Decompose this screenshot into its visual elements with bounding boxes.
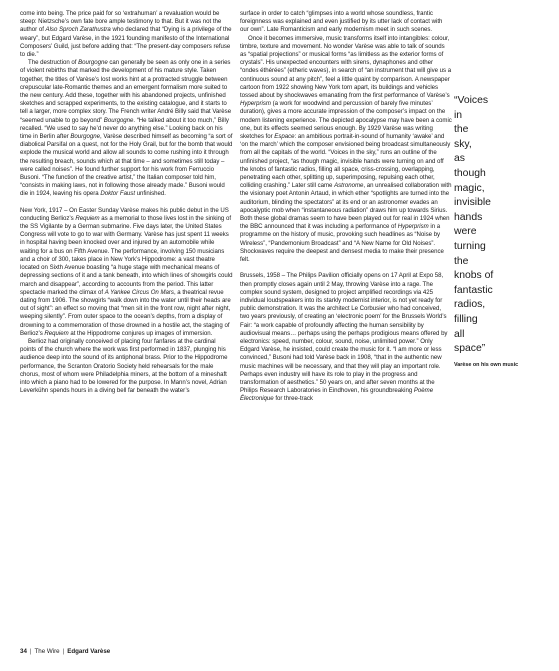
- article-column-left: [20, 10, 233, 395]
- text-run: , Varèse described himself as becoming “a sort of diabolical Parsifal on a quest, not for the Holy Grail, but for the bomb that would explode the musical world and allow all sounds to come rushing into it through the resulting breach, sounds which at that time – and sometimes still today – were called noises”. He found further support for his work from Ferruccio Busoni. “The function of the creative artist,” the Italian composer told him, “consists in making laws, not in following those already made.” Busoni would die in 1924, leaving his opera: [20, 133, 233, 198]
- text-run: (a work for woodwind and percussion of barely five minutes’ duration), gives a more accurate impression of the composer’s impact on the modern listening experience. The depicted apocalypse may have been a comic one, but its effects seemed serious enough. By 1929 Varèse was writing sketches for: [240, 100, 452, 141]
- text-run: for three-track: [273, 395, 313, 403]
- body-paragraph: [20, 338, 233, 395]
- page-footer: [20, 648, 110, 656]
- body-paragraph: [240, 272, 452, 403]
- text-run: , an unrealised collaboration with the visionary poet Antonin Artaud, in which ether “spotlights are turned into the auditorium, blinding the spectators” at its end or an astronomer evades an apocalyptic mob when “instantaneous radiation” draws him up towards Sirius. Both these global dramas seem to have been played out for real in 1924 when the BBC announced that it was including a performance of: [240, 182, 452, 231]
- text-run: in a programme on the history of music, provoking such headlines as “Noise by Wireless”, “Pandemonium Broadcast” and “A New Name for Old Noises”. Shockwaves require the deepest and densest media to make their presence felt.: [240, 223, 444, 264]
- footer-separator: |: [29, 648, 32, 655]
- article-topic: Edgard Varèse: [67, 648, 111, 655]
- italic-title: Requiem: [75, 214, 100, 222]
- body-paragraph: [240, 10, 452, 35]
- body-paragraph: [240, 35, 452, 265]
- pull-quote-attribution: Varèse on his own music: [454, 361, 519, 368]
- italic-title: Hyperprism: [397, 223, 429, 231]
- text-run: . “He talked about it too much,” Billy recalled. “We used to say he’d never do anything else.” Looking back on his time in Berlin after: [20, 116, 229, 141]
- page-number: 34: [20, 648, 27, 655]
- text-run: New York, 1917 – On Easter Sunday Varèse makes his public debut in the US conducting Berlioz’s: [20, 206, 229, 222]
- text-run: at the Hippodrome conjures up images of immersion.: [68, 329, 213, 337]
- italic-title: Bourgogne: [78, 59, 108, 67]
- italic-title: Bourgogne: [70, 133, 101, 141]
- text-run: unfinished.: [135, 190, 166, 198]
- text-run: come into being. The price paid for so ‘extrahuman’ a revaluation would be steep: Nietzsche’s own fate bore ample testimony to that. But it was not the author of: [20, 10, 222, 34]
- text-run: can generally be seen as only one in a series of violent rebirths that marked the development of his mature style. Taken together, the titles of Varèse’s lost works hint at a protracted struggle between crepuscular late-Romantic themes and an emergent formalism more suited to the new century. Add these, together with his abandoned projects, unfinished sketches and scrapped experiments, to the existing catalogue, and it starts to tell a larger, more complex story. The French writer André Billy said that Varèse “seemed unable to go beyond”: [20, 59, 232, 124]
- pull-quote-text: “Voices in the sky, as though magic, invisible hands were turning the knobs of fantastic radios, filling all space”: [454, 95, 494, 355]
- text-run: Berlioz had originally conceived of placing four fanfares at the cardinal points of the church where the work was first performed in 1837, plunging his audience deep into the sound of its antiphonal brass. Prior to the Hippodrome performance, the Scranton Oratorio Society held rehearsals for the male chorus, most of whom were Philadelphia miners, at the bottom of a mineshaft into which a piano had to be lowered for the purpose. In Mann’s novel, Adrian Leverkühn spends hours in a diving bell far beneath the water’s: [20, 337, 228, 395]
- pull-quote: [454, 94, 534, 369]
- text-run: , a theatrical revue dating from 1906. The showgirls “walk down into the water until their heads are out of sight”: an effect so moving that “men sit in the front row, night after night, weeping silently”. From outer space to the ocean’s depths, from a display of drowning to a commemoration of those drowned in a hostile act, the staging of Berlioz’s: [20, 288, 231, 337]
- italic-title: Espace: [274, 133, 295, 141]
- body-paragraph: [20, 10, 233, 59]
- body-paragraph: [20, 207, 233, 338]
- article-column-middle: [240, 10, 452, 404]
- italic-title: A Yankee Circus On Mars: [104, 288, 174, 296]
- text-run: Once it becomes immersive, music transforms itself into intangibles: colour, timbre, texture and movement. No wonder Varèse was able to talk of sounds as “spatial projections” or musical forms “as limitless as the exterior forms of crystals”. His unexpected encounters with sirens, dynaphones and other “ondes éthérées” (etheric waves), in search of “an instrument that will give us a continuous sound at any pitch”, feel a little quaint by comparison. A newspaper cartoon from 1922 showing New York torn apart, its buildings and vehicles tossed about by shockwaves emanating from the first performance of Varèse’s: [240, 34, 452, 100]
- italic-title: Requiem: [44, 329, 69, 337]
- italic-title: Doktor Faust: [100, 190, 136, 198]
- italic-title: Hyperprism: [240, 100, 271, 108]
- italic-title: Also Sproch Zarathustra: [45, 26, 111, 34]
- italic-title: Astronome: [334, 182, 364, 190]
- text-run: as a memorial to those lives lost in the sinking of the SS Vigilante by a German submarine. Five days later, the United States Congress will vote to go to war with Germany. Varèse has just spent 11 weeks in hospital having been knocked over and injured by an automobile while waiting for a bus on Fifth Avenue. The performance, involving 150 musicians and a choir of 300, takes place in New York’s Hippodrome: a vast theatre located on Sixth Avenue boasting “a huge stage with mechanical means of depressing sections of it and a tank beneath, into which lines of showgirls could march and disappear”, according to accounts from the period. This latter spectacle marked the climax of: [20, 214, 233, 296]
- italic-title: Poème Électronique: [240, 387, 434, 403]
- italic-title: Bourgogne: [103, 116, 134, 124]
- publication-name: The Wire: [34, 648, 60, 655]
- footer-separator-2: |: [62, 648, 65, 655]
- text-run: The destruction of: [28, 59, 79, 67]
- body-paragraph: [20, 59, 233, 198]
- text-run: Brussels, 1958 – The Philips Pavilion officially opens on 17 April at Expo 58, then promptly closes again until 2 May, throwing Varèse into a rage. The complex sound system, designed to project amplified recordings via 425 individual loudspeakers into its starkly modernist interior, is not yet ready for public demonstration. It was the architect Le Corbusier who had conceived, two years previously, of creating an ‘electronic poem’ for the Brussels World’s Fair: “a work capable of profoundly affecting the human sensibility by audiovisual means… perhaps using the perhaps prodigious means offered by electronics: speed, number, colour, sound, noise, unlimited power.” Only Edgard Varèse, he insisted, could create the music for it. “I am more or less convinced,” Busoni had told Varèse back in 1908, “that in the authentic new music machines will be necessary, and that they will play an important role. Perhaps even industry will have its role to play in the progress and transformation of aesthetics.” 50 years on, and after seven months at the Philips Research Laboratories in Eindhoven, his groundbreaking: [240, 272, 448, 395]
- text-run: who declared that “Dying is a privilege of the weary”, but Edgard Varèse, in the 1921 founding manifesto of the International Composers’ Guild, just before adding that: “The present-day composers refuse to die.”: [20, 26, 232, 59]
- text-run: surface in order to catch “glimpses into a world whose soundless, frantic foreignness was explained and even justified by its utter lack of contact with our own”. Late Romanticism and early modernism meet in such scenes.: [240, 10, 443, 34]
- text-run: : an ambitious portrait-in-sound of humanity ‘awake’ and ‘on the march’ which the composer envisioned being broadcast simultaneously from all the capitals of the world. “Voices in the sky,” runs an outline of the unfinished project, “as though magic, invisible hands were turning on and off the knobs of fantastic radios, filling all space, criss-crossing, overlapping, penetrating each other, splitting up, superimposing, repulsing each other, colliding crashing.” Later still came: [240, 133, 451, 190]
